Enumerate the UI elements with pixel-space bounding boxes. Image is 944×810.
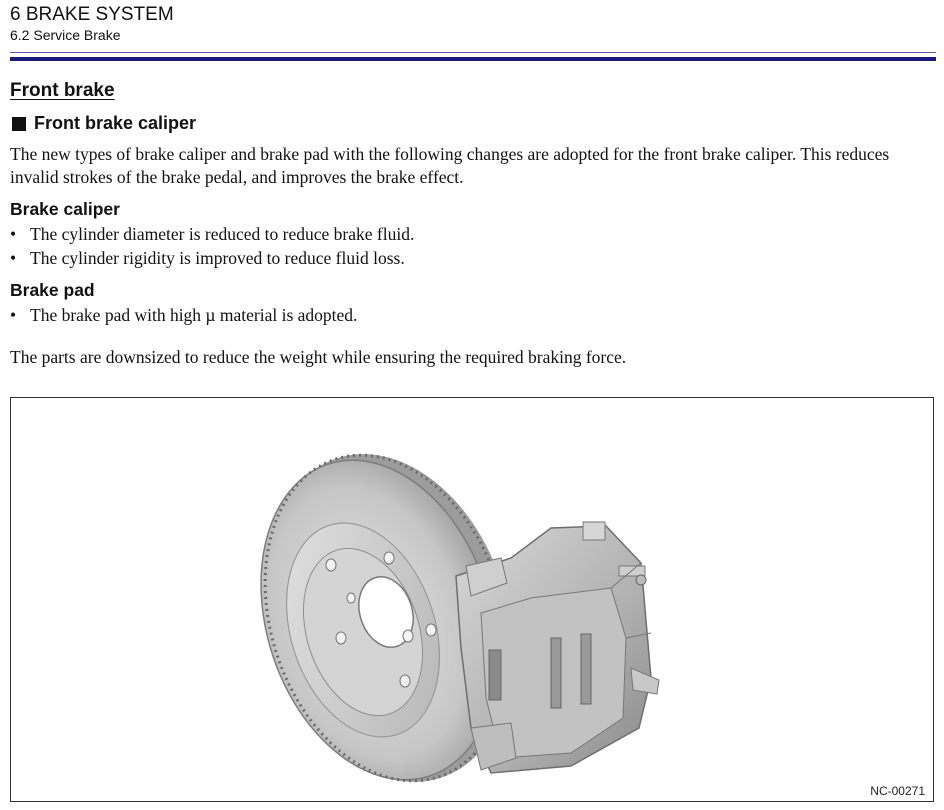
list-item-text: The brake pad with high µ material is adopted. bbox=[30, 305, 358, 325]
brake-disc-caliper-illustration bbox=[11, 398, 933, 801]
chapter-title: 6 BRAKE SYSTEM bbox=[10, 4, 174, 25]
header-rule-thin bbox=[10, 52, 936, 53]
header-rule-thick bbox=[10, 57, 936, 61]
bullet-icon: • bbox=[10, 248, 17, 268]
caliper-heading: Brake caliper bbox=[10, 199, 120, 219]
page-header bbox=[10, 4, 174, 44]
topic-heading: Front brake bbox=[10, 80, 115, 101]
list-item-text: The cylinder diameter is reduced to reduce brake fluid. bbox=[30, 224, 415, 244]
bullet-icon: • bbox=[10, 305, 17, 325]
list-item bbox=[10, 223, 414, 246]
figure-code: NC-00271 bbox=[870, 784, 925, 798]
bullet-icon: • bbox=[10, 224, 17, 244]
list-item bbox=[10, 247, 405, 270]
pad-heading: Brake pad bbox=[10, 280, 95, 300]
brake-figure bbox=[10, 397, 934, 802]
subtopic-label: Front brake caliper bbox=[34, 113, 197, 133]
section-title: 6.2 Service Brake bbox=[10, 27, 121, 43]
square-bullet-icon bbox=[12, 117, 26, 131]
subtopic-heading bbox=[10, 113, 196, 134]
list-item bbox=[10, 304, 357, 327]
list-item-text: The cylinder rigidity is improved to reduce fluid loss. bbox=[30, 248, 405, 268]
intro-paragraph: The new types of brake caliper and brake pad with the following changes are adopted for the front brake caliper. This reduces invalid strokes of the brake pedal, and improves the brake effect. bbox=[10, 144, 890, 187]
closing-paragraph: The parts are downsized to reduce the weight while ensuring the required braking force. bbox=[10, 347, 627, 367]
